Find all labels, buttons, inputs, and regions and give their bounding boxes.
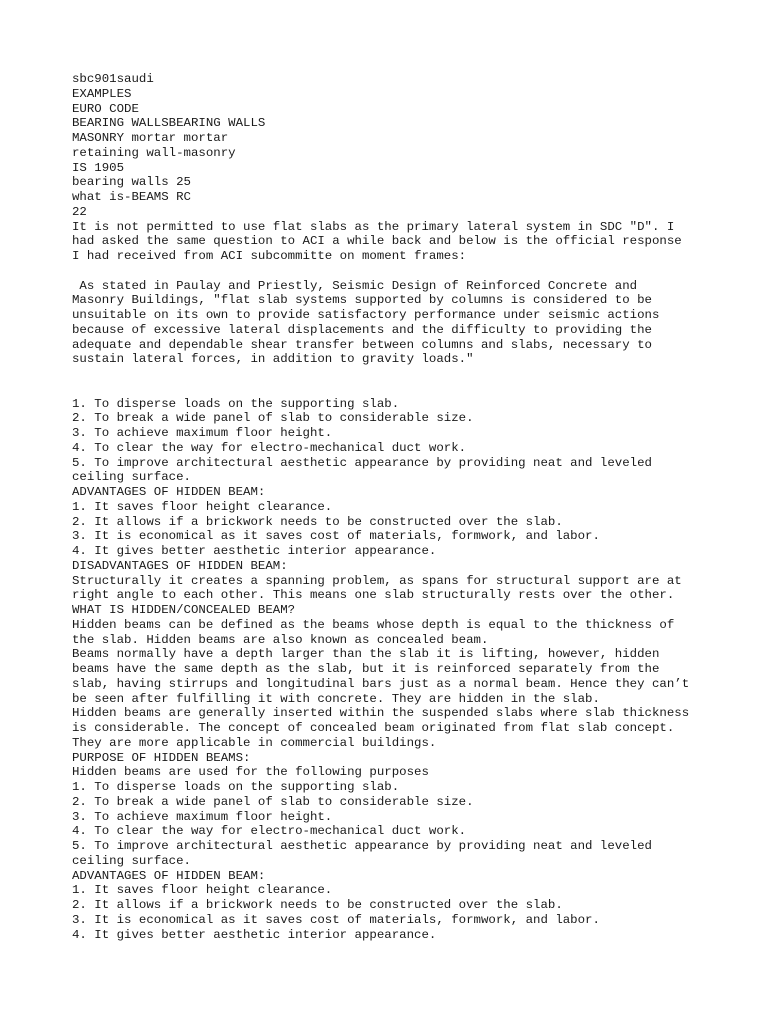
- text-line: adequate and dependable shear transfer between columns and slabs, necessary to: [72, 337, 652, 352]
- text-line: sbc901saudi: [72, 72, 154, 86]
- text-line: 1. To disperse loads on the supporting slab.: [72, 396, 400, 411]
- text-line: IS 1905: [72, 160, 125, 175]
- text-line: 2. It allows if a brickwork needs to be constructed over the slab.: [72, 514, 563, 529]
- text-line: 3. To achieve maximum floor height.: [72, 426, 333, 440]
- text-line: 22: [72, 204, 87, 219]
- text-line: 2. To break a wide panel of slab to considerable size.: [72, 794, 474, 809]
- text-line: bearing walls 25: [72, 175, 191, 190]
- text-line: PURPOSE OF HIDDEN BEAMS:: [72, 750, 251, 765]
- text-line: 3. To achieve maximum floor height.: [72, 809, 333, 824]
- text-line: 1. It saves floor height clearance.: [72, 499, 333, 514]
- text-line: Masonry Buildings, "flat slab systems supported by columns is considered to be: [72, 293, 652, 308]
- text-line: because of excessive lateral displacements and the difficulty to providing the: [72, 322, 652, 337]
- text-line: I had received from ACI subcommitte on moment frames:: [72, 249, 467, 263]
- text-line: Hidden beams can be defined as the beams whose depth is equal to the thickness of: [72, 617, 675, 632]
- text-line: 1. To disperse loads on the supporting slab.: [72, 780, 400, 794]
- text-line: the slab. Hidden beams are also known as concealed beam.: [72, 632, 489, 647]
- text-line: [72, 367, 722, 382]
- text-line: 3. It is economical as it saves cost of materials, formwork, and labor.: [72, 529, 600, 544]
- text-line: 3. It is economical as it saves cost of materials, formwork, and labor.: [72, 912, 600, 927]
- text-line: be seen after fulfilling it with concrete. They are hidden in the slab.: [72, 691, 600, 706]
- text-line: ceiling surface.: [72, 853, 191, 868]
- text-line: EXAMPLES: [72, 86, 132, 101]
- text-line: is considerable. The concept of concealed beam originated from flat slab concept.: [72, 721, 675, 735]
- text-line: sustain lateral forces, in addition to gravity loads.": [72, 352, 474, 367]
- text-line: 4. To clear the way for electro-mechanical duct work.: [72, 440, 467, 455]
- text-line: Hidden beams are used for the following purposes: [72, 765, 429, 780]
- text-line: 4. It gives better aesthetic interior appearance.: [72, 927, 437, 942]
- text-line: MASONRY mortar mortar: [72, 131, 229, 145]
- text-line: what is-BEAMS RC: [72, 190, 191, 204]
- text-line: [72, 264, 722, 279]
- text-line: slab, having stirrups and longitudinal bars just as a normal beam. Hence they can’t: [72, 676, 690, 691]
- text-line: beams have the same depth as the slab, but it is reinforced separately from the: [72, 662, 660, 676]
- text-line: right angle to each other. This means one slab structurally rests over the other.: [72, 588, 675, 603]
- text-line: BEARING WALLSBEARING WALLS: [72, 116, 266, 131]
- text-line: EURO CODE: [72, 101, 139, 116]
- text-line: Beams normally have a depth larger than the slab it is lifting, however, hidden: [72, 647, 660, 662]
- text-line: 5. To improve architectural aesthetic appearance by providing neat and leveled: [72, 455, 652, 470]
- text-line: had asked the same question to ACI a while back and below is the official response: [72, 234, 682, 249]
- document-page: [72, 72, 722, 942]
- text-line: It is not permitted to use flat slabs as the primary lateral system in SDC "D". I: [72, 219, 675, 234]
- text-line: Structurally it creates a spanning problem, as spans for structural support are at: [72, 573, 682, 588]
- text-line: WHAT IS HIDDEN/CONCEALED BEAM?: [72, 603, 296, 617]
- text-line: 2. To break a wide panel of slab to considerable size.: [72, 411, 474, 426]
- text-line: Hidden beams are generally inserted within the suspended slabs where slab thickness: [72, 706, 690, 721]
- text-line: ceiling surface.: [72, 470, 191, 485]
- text-line: 4. To clear the way for electro-mechanical duct work.: [72, 824, 467, 839]
- text-line: As stated in Paulay and Priestly, Seismic Design of Reinforced Concrete and: [72, 278, 638, 293]
- text-line: They are more applicable in commercial buildings.: [72, 735, 437, 750]
- text-line: ADVANTAGES OF HIDDEN BEAM:: [72, 485, 266, 499]
- text-line: 4. It gives better aesthetic interior appearance.: [72, 544, 437, 558]
- text-line: [72, 382, 722, 397]
- text-line: retaining wall-masonry: [72, 145, 236, 160]
- text-line: 2. It allows if a brickwork needs to be constructed over the slab.: [72, 898, 563, 912]
- document-body: [72, 72, 722, 942]
- text-line: ADVANTAGES OF HIDDEN BEAM:: [72, 868, 266, 883]
- text-line: unsuitable on its own to provide satisfactory performance under seismic actions: [72, 308, 660, 322]
- text-line: DISADVANTAGES OF HIDDEN BEAM:: [72, 558, 288, 573]
- text-line: 1. It saves floor height clearance.: [72, 883, 333, 898]
- text-line: 5. To improve architectural aesthetic appearance by providing neat and leveled: [72, 839, 652, 853]
